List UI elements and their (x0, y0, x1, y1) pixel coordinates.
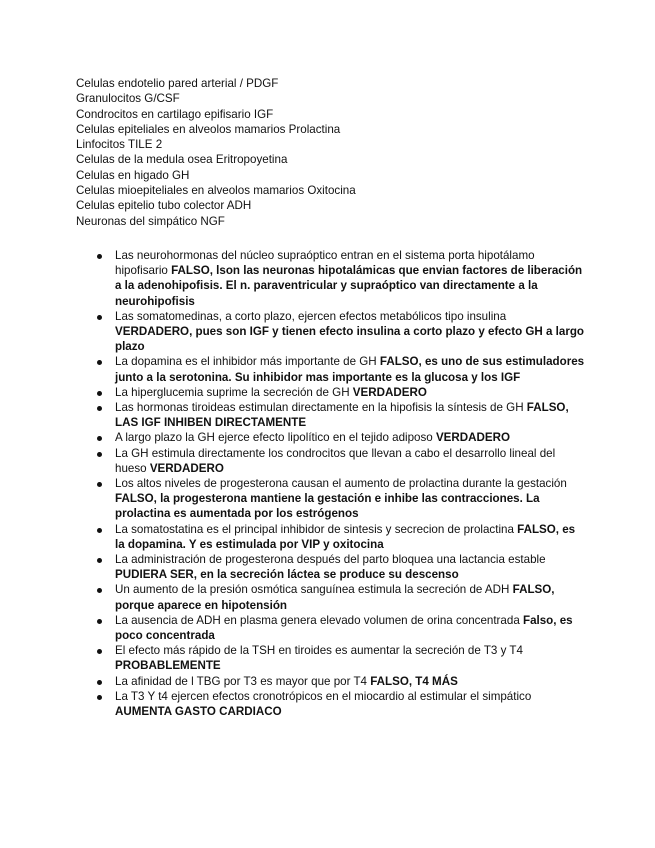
statement-answer: VERDADERO, pues son IGF y tienen efecto insulina a corto plazo y efecto GH a largo plazo (115, 325, 584, 354)
statement-text: La T3 Y t4 ejercen efectos cronotrópicos en el miocardio al estimular el simpático (115, 689, 532, 703)
statement-item (76, 430, 586, 445)
bullet-icon (97, 315, 102, 320)
statement-item (76, 552, 586, 582)
bullet-icon (97, 695, 102, 700)
cell-hormone-line: Celulas epitelio tubo colector ADH (76, 199, 252, 213)
statement-text: Un aumento de la presión osmótica sanguínea estimula la secreción de ADH (115, 583, 513, 597)
statement-answer: PROBABLEMENTE (115, 659, 221, 673)
statement-answer: FALSO, es uno de sus estimuladores junto a la serotonina. Su inhibidor mas importante es la glucosa y los IGF (115, 355, 585, 384)
statement-text: La hiperglucemia suprime la secreción de GH (115, 385, 353, 399)
statement-item (76, 476, 586, 522)
cell-hormone-line: Neuronas del simpático NGF (76, 214, 225, 228)
statement-item (76, 582, 586, 612)
statement-answer: FALSO, la progesterona mantiene la gestación e inhibe las contracciones. La prolactina es aumentada por los estrógenos (115, 492, 540, 521)
statement-item (76, 643, 586, 673)
bullet-icon (97, 619, 102, 624)
bullet-icon (97, 436, 102, 441)
statement-answer: Falso, es poco concentrada (115, 613, 573, 643)
statement-text: La GH estimula directamente los condrocitos que llevan a cabo el desarrollo lineal del hueso (115, 446, 556, 475)
bullet-icon (97, 391, 102, 396)
statement-text: Las somatomedinas, a corto plazo, ejercen efectos metabólicos tipo insulina (115, 309, 507, 323)
statement-answer: FALSO, T4 MÁS (370, 674, 458, 688)
bullet-icon (97, 452, 102, 457)
statement-item (76, 309, 586, 355)
statement-item (76, 613, 586, 643)
statement-item (76, 522, 586, 552)
bullet-icon (97, 558, 102, 563)
statement-answer: FALSO, porque aparece en hipotensión (115, 583, 555, 612)
statement-item (76, 446, 586, 476)
statement-text: Los altos niveles de progesterona causan el aumento de prolactina durante la gestación (115, 477, 567, 491)
statement-answer: VERDADERO (149, 461, 224, 475)
statement-text: La ausencia de ADH en plasma genera elevado volumen de orina concentrada (115, 613, 523, 627)
statement-item (76, 248, 586, 309)
statement-text: La dopamina es el inhibidor más importante de GH (115, 355, 380, 369)
cell-hormone-line: Celulas epiteliales en alveolos mamarios Prolactina (76, 122, 341, 136)
cell-hormone-line: Condrocitos en cartilago epifisario IGF (76, 107, 274, 121)
statement-item (76, 674, 586, 689)
bullet-icon (97, 482, 102, 487)
statement-answer: FALSO, es la dopamina. Y es estimulada por VIP y oxitocina (115, 522, 576, 551)
cell-hormone-line: Granulocitos G/CSF (76, 92, 180, 106)
cell-hormone-line: Linfocitos TILE 2 (76, 138, 163, 152)
bullet-icon (97, 649, 102, 654)
statement-answer: VERDADERO (435, 431, 511, 445)
statement-item (76, 354, 586, 384)
cell-hormone-line: Celulas endotelio pared arterial / PDGF (76, 77, 279, 90)
statement-answer: PUDIERA SER, en la secreción láctea se produce su descenso (115, 568, 459, 582)
statement-text: A largo plazo la GH ejerce efecto lipolítico en el tejido adiposo (115, 431, 436, 445)
bullet-icon (97, 406, 102, 411)
statement-text: Las hormonas tiroideas estimulan directamente en la hipofisis la síntesis de GH (115, 401, 527, 415)
bullet-icon (97, 360, 102, 365)
statement-item (76, 400, 586, 430)
cell-hormone-list (76, 76, 616, 229)
cell-hormone-line: Celulas de la medula osea Eritropoyetina (76, 153, 288, 167)
bullet-icon (97, 588, 102, 593)
true-false-list (76, 248, 586, 719)
statement-item (76, 689, 586, 719)
statement-answer: VERDADERO (352, 385, 427, 399)
bullet-icon (97, 254, 102, 259)
statement-answer: AUMENTA GASTO CARDIACO (115, 705, 282, 719)
statement-text: La afinidad de l TBG por T3 es mayor que por T4 (115, 674, 371, 688)
statement-answer: FALSO, LAS IGF INHIBEN DIRECTAMENTE (115, 401, 569, 430)
statement-text: Las neurohormonas del núcleo supraóptico entran en el sistema porta hipotálamo hipofisario (115, 249, 535, 278)
cell-hormone-line: Celulas en higado GH (76, 168, 190, 182)
statement-text: La administración de progesterona después del parto bloquea una lactancia estable (115, 553, 546, 567)
statement-text: El efecto más rápido de la TSH en tiroides es aumentar la secreción de T3 y T4 (115, 644, 523, 658)
bullet-icon (97, 528, 102, 533)
statement-answer: FALSO, lson las neuronas hipotalámicas que envian factores de liberación a la adenohipofisis. El n. paraventricular y supraóptico van directamente a la neurohipofisis (115, 264, 583, 308)
statement-item (76, 385, 586, 400)
cell-hormone-line: Celulas mioepiteliales en alveolos mamarios Oxitocina (76, 184, 356, 198)
bullet-icon (97, 680, 102, 685)
statement-text: La somatostatina es el principal inhibidor de sintesis y secrecion de prolactina (115, 522, 518, 536)
